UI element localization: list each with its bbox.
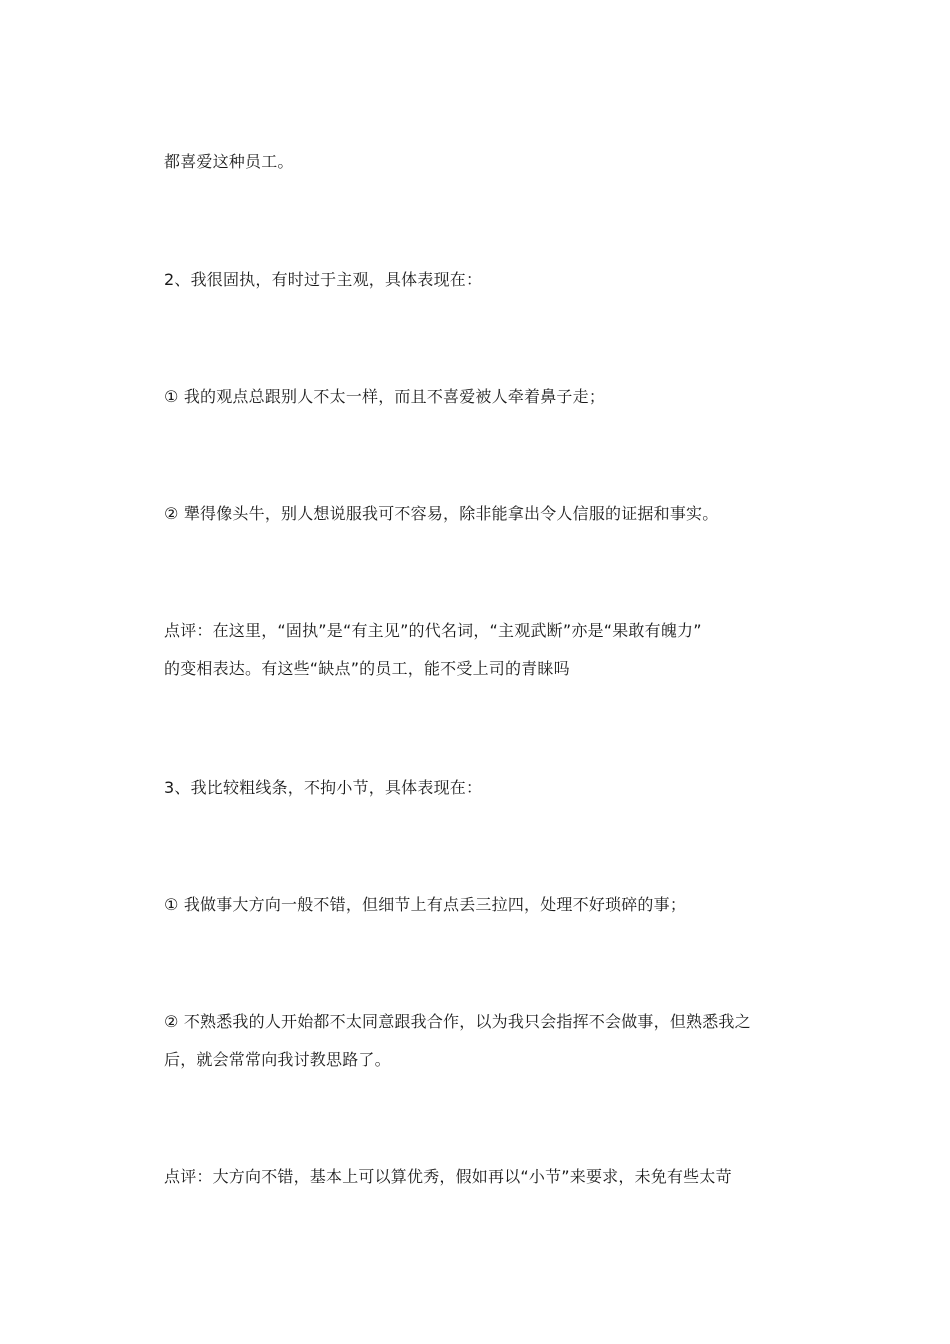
section-heading-careless: 3、我比较粗线条，不拘小节，具体表现在： xyxy=(164,778,483,797)
list-item-careless-2-line-1: ② 不熟悉我的人开始都不太同意跟我合作，以为我只会指挥不会做事，但熟悉我之 xyxy=(164,1012,751,1031)
list-item-careless-1: ① 我做事大方向一般不错，但细节上有点丢三拉四，处理不好琐碎的事； xyxy=(164,895,687,914)
comment-stubborn-line-2: 的变相表达。有这些“缺点”的员工，能不受上司的青睐吗 xyxy=(164,659,570,678)
list-item-stubborn-2: ② 犟得像头牛，别人想说服我可不容易，除非能拿出令人信服的证据和事实。 xyxy=(164,504,719,523)
list-item-stubborn-1: ① 我的观点总跟别人不太一样，而且不喜爱被人牵着鼻子走； xyxy=(164,387,606,406)
list-item-careless-2-line-2: 后，就会常常向我讨教思路了。 xyxy=(164,1050,391,1069)
comment-stubborn-line-1: 点评：在这里，“固执”是“有主见”的代名词，“主观武断”亦是“果敢有魄力” xyxy=(164,621,702,640)
comment-careless-line-1: 点评：大方向不错，基本上可以算优秀，假如再以“小节”来要求，未免有些太苛 xyxy=(164,1167,732,1186)
paragraph-line-conclusion: 都喜爱这种员工。 xyxy=(164,152,294,171)
section-heading-stubborn: 2、我很固执，有时过于主观，具体表现在： xyxy=(164,270,483,289)
